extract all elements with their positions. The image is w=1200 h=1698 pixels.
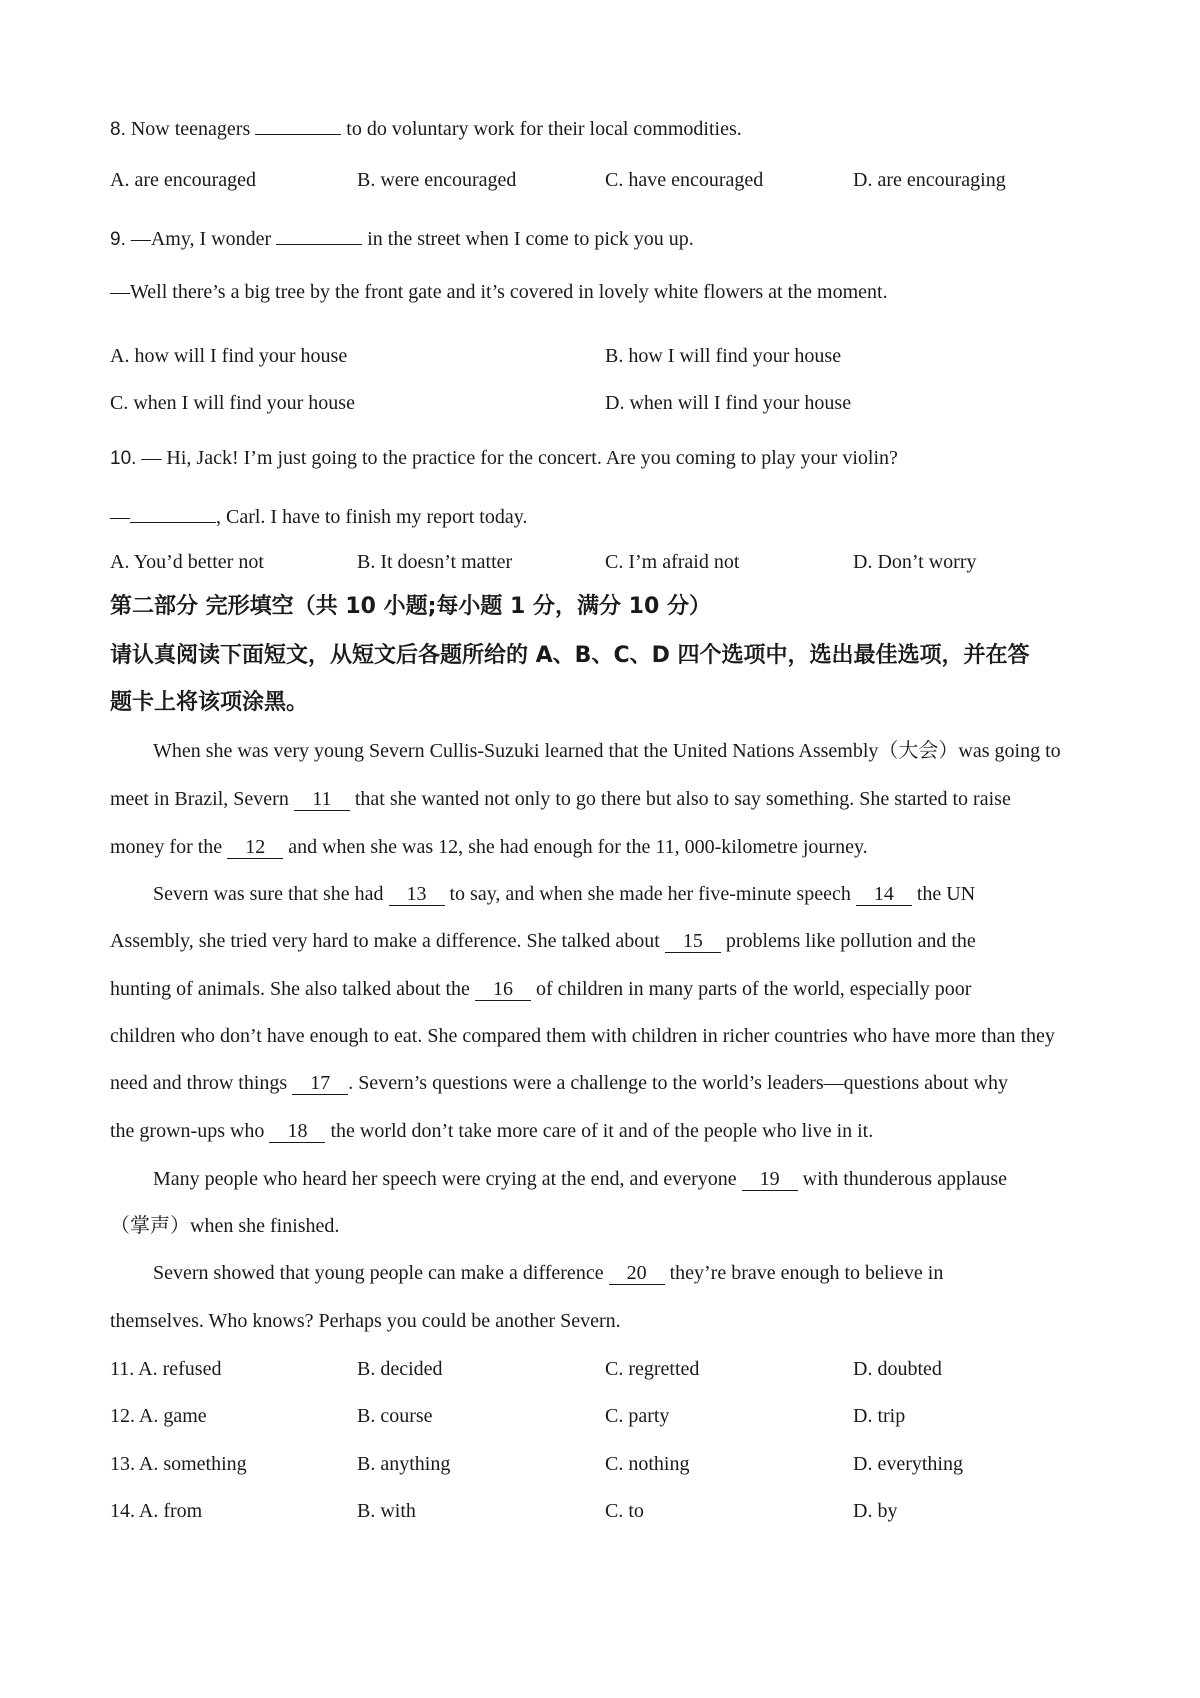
question-10 (110, 448, 898, 468)
option-d: D. trip (853, 1405, 906, 1427)
option-d: D. everything (853, 1453, 963, 1475)
passage-line (110, 979, 1110, 1001)
reply-text: , Carl. I have to finish my report today. (216, 506, 528, 528)
cloze-blank-19: 19 (742, 1169, 798, 1191)
text: and when she was 12, she had enough for the 11, 000-kilometre journey. (288, 836, 868, 858)
text: that she wanted not only to go there but also to say something. She started to raise (354, 788, 1011, 810)
passage-line (153, 1263, 1153, 1285)
option-d: D. when will I find your house (605, 392, 852, 414)
option-b: B. with (357, 1500, 416, 1522)
option-a: 12. A. game (110, 1405, 207, 1427)
text: Severn was sure that she had (153, 883, 384, 905)
passage-line (110, 837, 1110, 859)
option-a: 14. A. from (110, 1500, 203, 1522)
text: meet in Brazil, Severn (110, 788, 289, 810)
option-d: D. by (853, 1500, 898, 1522)
option-d: D. Don’t worry (853, 551, 977, 573)
option-b: B. anything (357, 1453, 451, 1475)
option-b: B. how I will find your house (605, 345, 842, 367)
passage-line (153, 884, 1153, 906)
text: to say, and when she made her five-minute speech (449, 883, 851, 905)
cloze-blank-15: 15 (665, 931, 721, 953)
option-d: D. are encouraging (853, 169, 1006, 191)
text: Assembly, she tried very hard to make a difference. She talked about (110, 930, 660, 952)
option-a: A. how will I find your house (110, 345, 348, 367)
question-number: 8. (110, 119, 126, 140)
passage-line: themselves. Who knows? Perhaps you could be another Severn. (110, 1310, 621, 1332)
option-d: D. doubted (853, 1358, 942, 1380)
option-c: C. nothing (605, 1453, 690, 1475)
text: the grown-ups who (110, 1120, 265, 1142)
dialogue-reply: —Well there’s a big tree by the front gate and it’s covered in lovely white flowers at the moment. (110, 281, 888, 303)
cloze-blank-12: 12 (227, 837, 283, 859)
text: need and throw things (110, 1072, 288, 1094)
cloze-blank-14: 14 (856, 884, 912, 906)
passage-line: When she was very young Severn Cullis-Suzuki learned that the United Nations Assembly（大会）was going to (153, 740, 1061, 762)
text: Many people who heard her speech were crying at the end, and everyone (153, 1168, 737, 1190)
question-text-before: —Amy, I wonder (130, 228, 272, 250)
question-number: 9. (110, 229, 126, 250)
option-c: C. party (605, 1405, 670, 1427)
option-c: C. when I will find your house (110, 392, 355, 414)
section-instruction: 请认真阅读下面短文，从短文后各题所给的 A、B、C、D 四个选项中，选出最佳选项，并在答 (110, 643, 1030, 668)
option-c: C. have encouraged (605, 169, 764, 191)
dash: — (110, 506, 130, 528)
passage-line (153, 1169, 1153, 1191)
option-a: 11. A. refused (110, 1358, 222, 1380)
text: hunting of animals. She also talked about the (110, 978, 470, 1000)
question-text: — Hi, Jack! I’m just going to the practice for the concert. Are you coming to play your violin? (141, 447, 898, 469)
option-a: 13. A. something (110, 1453, 247, 1475)
option-a: A. are encouraged (110, 169, 257, 191)
text: the UN (916, 883, 976, 905)
option-c: C. regretted (605, 1358, 700, 1380)
question-9 (110, 226, 694, 249)
question-text-before: Now teenagers (130, 118, 251, 140)
passage-line (110, 789, 1110, 811)
text: money for the (110, 836, 223, 858)
option-c: C. I’m afraid not (605, 551, 740, 573)
question-number: 10. (110, 448, 137, 469)
section-instruction-cont: 题卡上将该项涂黑。 (110, 690, 309, 715)
cloze-blank-20: 20 (609, 1263, 665, 1285)
passage-line: （掌声）when she finished. (110, 1215, 340, 1237)
text: Severn showed that young people can make a difference (153, 1262, 604, 1284)
option-b: B. were encouraged (357, 169, 517, 191)
question-8 (110, 116, 742, 139)
answer-blank (255, 116, 341, 135)
text: they’re brave enough to believe in (669, 1262, 944, 1284)
option-a: A. You’d better not (110, 551, 264, 573)
option-b: B. course (357, 1405, 433, 1427)
answer-blank (276, 226, 362, 245)
text: the world don’t take more care of it and of the people who live in it. (330, 1120, 874, 1142)
text: problems like pollution and the (725, 930, 976, 952)
passage-line (110, 1073, 1110, 1095)
passage-line (110, 931, 1110, 953)
text: . Severn’s questions were a challenge to the world’s leaders—questions about why (348, 1072, 1009, 1094)
question-text-after: in the street when I come to pick you up. (367, 228, 694, 250)
text: of children in many parts of the world, especially poor (535, 978, 972, 1000)
cloze-blank-13: 13 (389, 884, 445, 906)
answer-blank (130, 504, 216, 523)
dialogue-reply (110, 504, 527, 527)
question-text-after: to do voluntary work for their local commodities. (346, 118, 742, 140)
option-b: B. It doesn’t matter (357, 551, 513, 573)
passage-line: children who don’t have enough to eat. She compared them with children in richer countries who have more than they (110, 1025, 1055, 1047)
section-title: 第二部分 完形填空（共 10 小题;每小题 1 分，满分 10 分） (110, 594, 711, 619)
text: with thunderous applause (802, 1168, 1008, 1190)
cloze-blank-17: 17 (292, 1073, 348, 1095)
passage-line (110, 1121, 1110, 1143)
option-b: B. decided (357, 1358, 443, 1380)
option-c: C. to (605, 1500, 644, 1522)
cloze-blank-16: 16 (475, 979, 531, 1001)
cloze-blank-11: 11 (294, 789, 350, 811)
cloze-blank-18: 18 (269, 1121, 325, 1143)
